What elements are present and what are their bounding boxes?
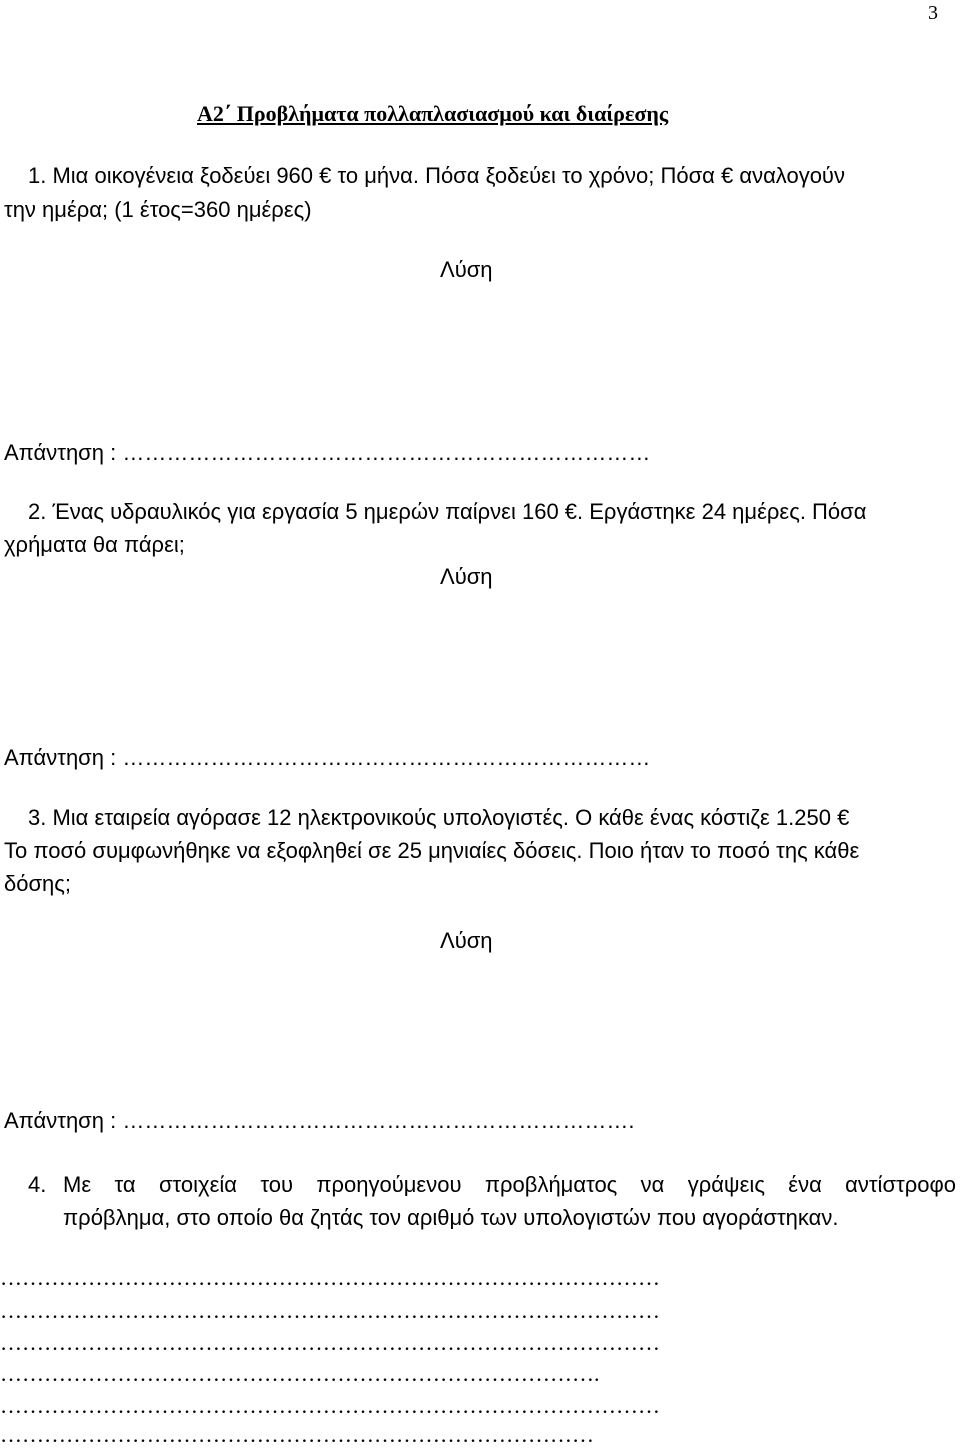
writing-line: ……………………………………………………………………………… [0,1265,660,1290]
answer-row-2 [4,745,650,771]
problem-3-line-1: 3. Μια εταιρεία αγόρασε 12 ηλεκτρονικούς υπολογιστές. Ο κάθε ένας κόστιζε 1.250 € [28,805,850,830]
writing-line: ………………………………………………………………………. [0,1361,600,1386]
solution-label-3: Λύση [440,928,493,953]
solution-label-1: Λύση [440,257,493,282]
answer-dots-3: ……………………………………………………………. [122,1108,635,1133]
answer-label-1: Απάντηση : [4,440,117,465]
problem-1-line-1: 1. Μια οικογένεια ξοδεύει 960 € το μήνα. Πόσα ξοδεύει το χρόνο; Πόσα € αναλογούν [28,163,845,188]
problem-2-line-1: 2. Ένας υδραυλικός για εργασία 5 ημερών παίρνει 160 €. Εργάστηκε 24 ημέρες. Πόσα [28,499,867,524]
problem-3-line-3: δόσης; [4,871,72,896]
problem-4-word: προηγούμενου [316,1172,462,1197]
answer-dots-2: ……………………………………………………………… [122,745,651,770]
writing-line: ……………………………………………………………………………… [0,1330,660,1355]
writing-line: ……………………………………………………………………………… [0,1298,660,1323]
problem-4-word: ένα [788,1172,822,1197]
problem-4-word: Με [63,1172,92,1197]
problem-4-word: τα [114,1172,136,1197]
solution-label-2: Λύση [440,564,493,589]
page-number: 3 [928,2,938,24]
problem-4-line-2: πρόβλημα, στο οποίο θα ζητάς τον αριθμό των υπολογιστών που αγοράστηκαν. [63,1205,839,1230]
problem-4-word: να [640,1172,665,1197]
answer-label-3: Απάντηση : [4,1108,117,1133]
problem-2-line-2: χρήματα θα πάρει; [4,532,185,557]
writing-line: ……………………………………………………………………………… [0,1393,660,1418]
problem-4-word: στοιχεία [158,1172,237,1197]
answer-row-3 [4,1108,634,1134]
answer-row-1 [4,440,650,466]
problem-4-line-1 [63,1172,956,1198]
problem-4-word: αντίστροφο [845,1172,956,1197]
problem-3-line-2: Το ποσό συμφωνήθηκε να εξοφληθεί σε 25 μηνιαίες δόσεις. Ποιο ήταν το ποσό της κάθε [4,838,860,863]
writing-line: ……………………………………………………………………… [0,1422,594,1447]
answer-dots-1: ……………………………………………………………… [122,440,651,465]
problem-4-word: του [260,1172,293,1197]
problem-4-word: γράψεις [687,1172,765,1197]
problem-1-line-2: την ημέρα; (1 έτος=360 ημέρες) [4,197,312,222]
section-title: Α2΄ Προβλήματα πολλαπλασιασμού και διαίρεσης [197,101,669,126]
problem-4-number: 4. [28,1172,47,1197]
answer-label-2: Απάντηση : [4,745,117,770]
problem-4-word: προβλήματος [484,1172,618,1197]
